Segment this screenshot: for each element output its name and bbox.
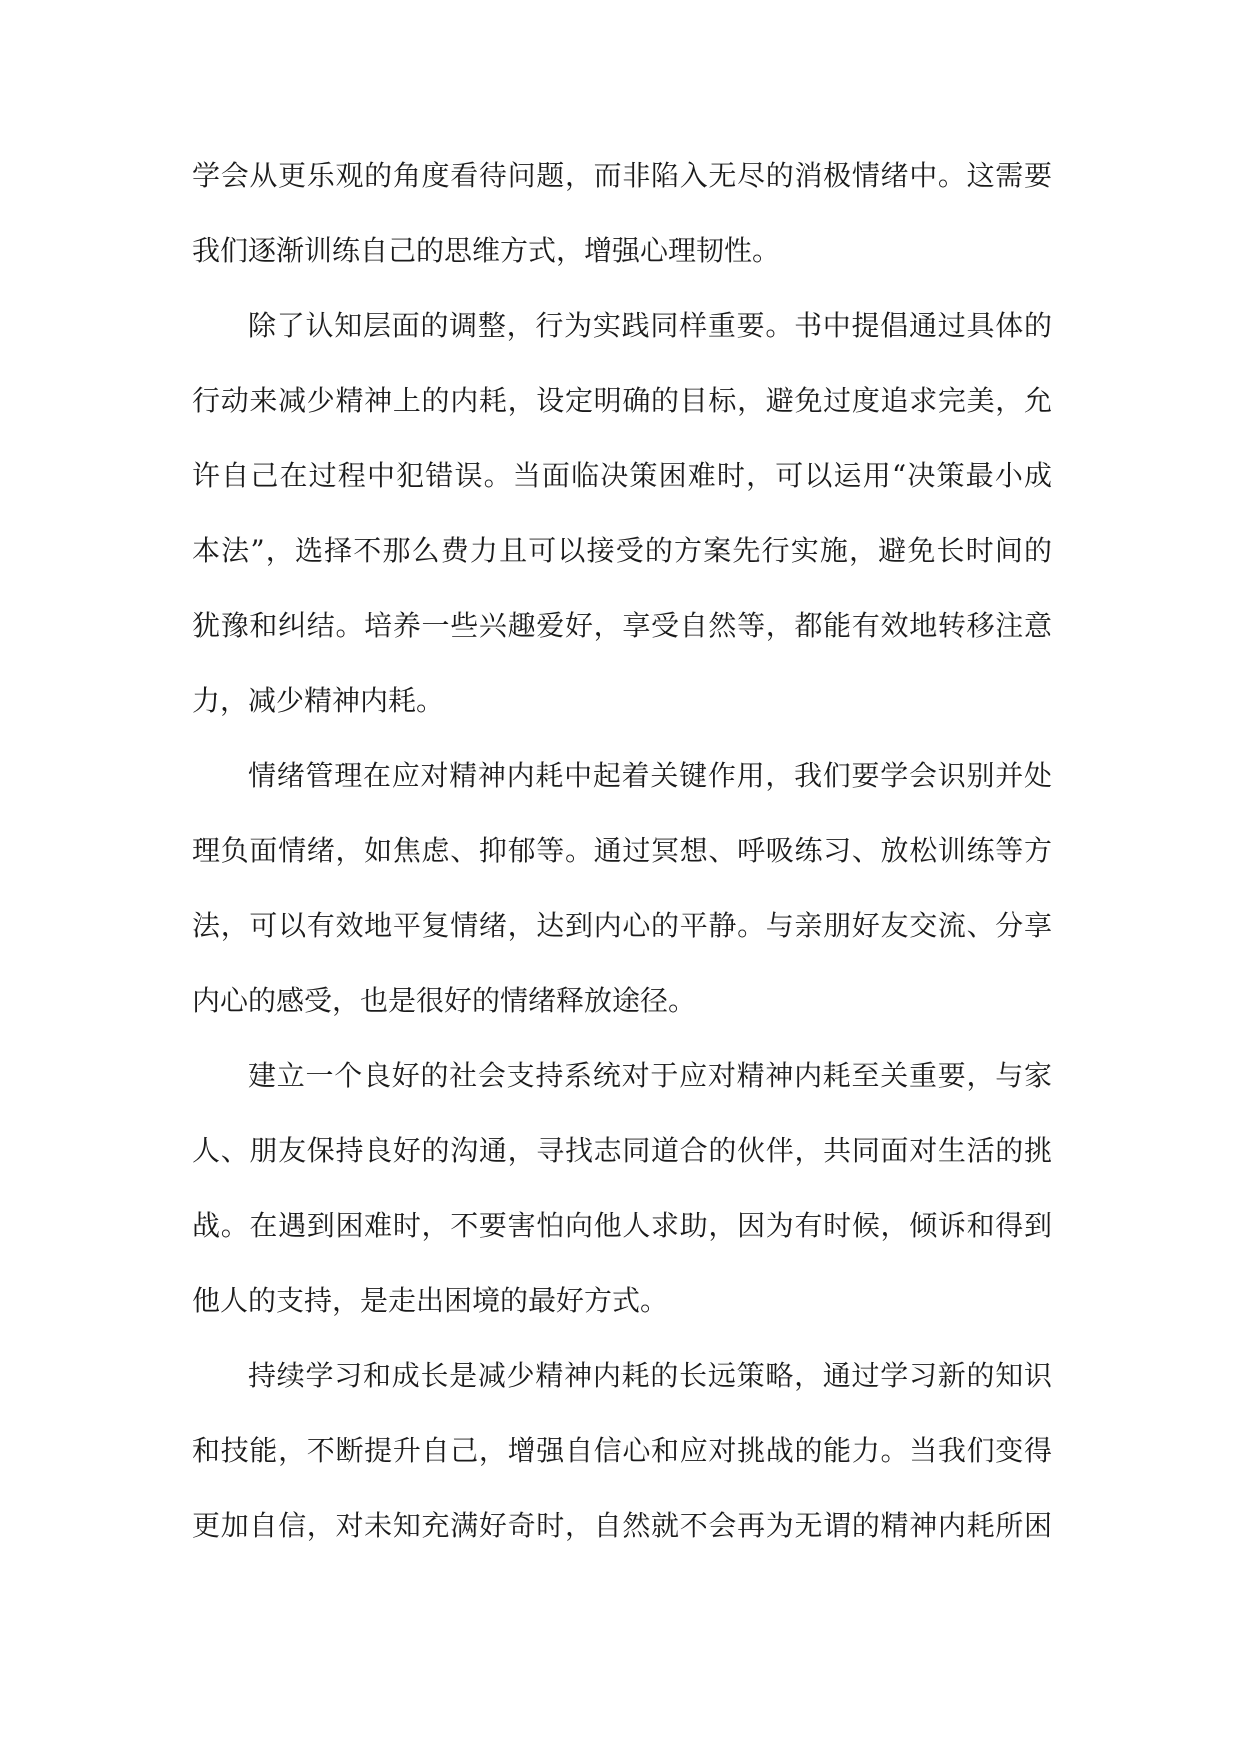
text-line: 本法”，选择不那么费力且可以接受的方案先行实施，避免长时间的 xyxy=(192,534,1052,567)
text-line: 我们逐渐训练自己的思维方式，增强心理韧性。 xyxy=(192,234,781,267)
text-line: 更加自信，对未知充满好奇时，自然就不会再为无谓的精神内耗所困 xyxy=(192,1509,1052,1542)
text-line: 学会从更乐观的角度看待问题，而非陷入无尽的消极情绪中。这需要 xyxy=(192,159,1052,192)
body-text xyxy=(192,138,1052,1563)
text-line: 力，减少精神内耗。 xyxy=(192,684,445,717)
text-line: 行动来减少精神上的内耗，设定明确的目标，避免过度追求完美，允 xyxy=(192,384,1052,417)
text-line: 除了认知层面的调整，行为实践同样重要。书中提倡通过具体的 xyxy=(248,309,1052,342)
text-line: 情绪管理在应对精神内耗中起着关键作用，我们要学会识别并处 xyxy=(248,759,1052,792)
text-line: 持续学习和成长是减少精神内耗的长远策略，通过学习新的知识 xyxy=(248,1359,1052,1392)
text-line: 他人的支持，是走出困境的最好方式。 xyxy=(192,1284,669,1317)
text-line: 战。在遇到困难时，不要害怕向他人求助，因为有时候，倾诉和得到 xyxy=(192,1209,1052,1242)
text-line: 人、朋友保持良好的沟通，寻找志同道合的伙伴，共同面对生活的挑 xyxy=(192,1134,1052,1167)
text-line: 和技能，不断提升自己，增强自信心和应对挑战的能力。当我们变得 xyxy=(192,1434,1052,1467)
text-line: 犹豫和纠结。培养一些兴趣爱好，享受自然等，都能有效地转移注意 xyxy=(192,609,1052,642)
text-line: 许自己在过程中犯错误。当面临决策困难时，可以运用“决策最小成 xyxy=(192,459,1052,492)
text-line: 法，可以有效地平复情绪，达到内心的平静。与亲朋好友交流、分享 xyxy=(192,909,1052,942)
text-line: 内心的感受，也是很好的情绪释放途径。 xyxy=(192,984,697,1017)
text-line: 建立一个良好的社会支持系统对于应对精神内耗至关重要，与家 xyxy=(248,1059,1052,1092)
text-line: 理负面情绪，如焦虑、抑郁等。通过冥想、呼吸练习、放松训练等方 xyxy=(192,834,1052,867)
